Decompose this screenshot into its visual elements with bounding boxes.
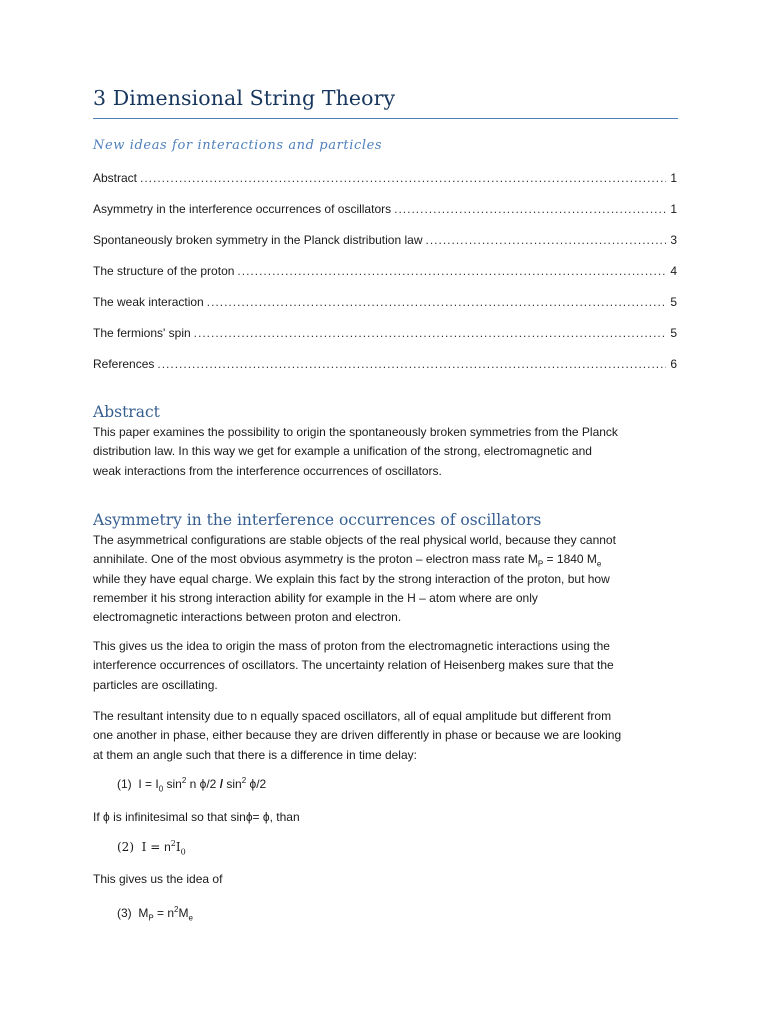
section-paragraph-1 — [93, 531, 683, 627]
toc-entry-abstract[interactable] — [93, 170, 677, 187]
document-title: 3 Dimensional String Theory — [93, 86, 396, 110]
toc-leader-dots — [237, 263, 666, 280]
toc-entry-label: Spontaneously broken symmetry in the Planck distribution law — [93, 233, 423, 247]
section-paragraph-2 — [93, 637, 683, 695]
paragraph-line: while they have equal charge. We explain this fact by the strong interaction of the proton, but how — [93, 571, 610, 586]
paragraph-line: interference occurrences of oscillators. The uncertainty relation of Heisenberg makes sure that the — [93, 658, 614, 673]
paragraph-line: The resultant intensity due to n equally spaced oscillators, all of equal amplitude but different from — [93, 709, 612, 723]
paragraph-line-mass-rate: annihilate. One of the most obvious asymmetry is the proton – electron mass rate $M_P = 1840$ $M_e$ — [93, 552, 602, 569]
toc-entry-label: Asymmetry in the interference occurrences of oscillators — [93, 202, 392, 216]
abstract-heading: Abstract — [93, 403, 160, 421]
equation-1: (1) $I = I_0$ $\sin^2 n$ $\phi/2 / \sin^2 \phi/2$ — [117, 776, 267, 794]
toc-entry-page: 1 — [670, 171, 677, 185]
toc-entry-references[interactable] — [93, 356, 677, 373]
toc-entry-planck[interactable] — [93, 232, 677, 249]
paragraph-line: This gives us the idea to origin the mass of proton from the electromagnetic interactions using the — [93, 639, 610, 653]
toc-entry-page: 6 — [670, 357, 677, 371]
toc-entry-page: 5 — [670, 295, 677, 309]
toc-entry-page: 4 — [670, 264, 677, 278]
toc-leader-dots — [194, 325, 667, 342]
toc-entry-spin[interactable] — [93, 325, 677, 342]
toc-leader-dots — [207, 294, 667, 311]
section-heading-asymmetry: Asymmetry in the interference occurrences of oscillators — [93, 511, 542, 529]
paragraph-line: one another in phase, either because they are driven differently in phase or because we are looking — [93, 728, 622, 743]
toc-leader-dots — [157, 356, 666, 373]
toc-entry-proton[interactable] — [93, 263, 677, 280]
toc-leader-dots — [394, 201, 666, 218]
toc-entry-label: The structure of the proton — [93, 264, 235, 278]
toc-entry-page: 1 — [670, 202, 677, 216]
abstract-paragraph — [93, 423, 683, 481]
toc-entry-page: 5 — [670, 326, 677, 340]
paragraph-line: electromagnetic interactions between proton and electron. — [93, 610, 402, 625]
paragraph-line: remember it his strong interaction ability for example in the H – atom where are only — [93, 590, 538, 605]
toc-entry-label: Abstract — [93, 171, 138, 185]
abstract-line: This paper examines the possibility to origin the spontaneously broken symmetries from the Planck — [93, 425, 618, 439]
paragraph-line: The asymmetrical configurations are stable objects of the real physical world, because they cannot — [93, 533, 616, 547]
title-underline-rule — [93, 118, 678, 119]
condition-sentence: If ϕ is infinitesimal so that sinϕ= ϕ, than — [93, 810, 300, 824]
toc-entry-weak[interactable] — [93, 294, 677, 311]
equation-2: (2) $I = n^2I_0$ — [117, 839, 186, 857]
toc-entry-label: The fermions' spin — [93, 326, 191, 340]
section-paragraph-3 — [93, 707, 683, 765]
toc-entry-page: 3 — [670, 233, 677, 247]
toc-entry-asymmetry[interactable] — [93, 201, 677, 218]
toc-leader-dots — [426, 232, 667, 249]
paragraph-line: at them an angle such that there is a difference in time delay: — [93, 747, 417, 762]
document-subtitle: New ideas for interactions and particles — [93, 138, 383, 153]
equation-3: (3) $M_P = n^2M_e$ — [117, 905, 193, 923]
toc-entry-label: The weak interaction — [93, 295, 204, 309]
toc-leader-dots — [140, 170, 666, 187]
paragraph-line: This gives us the idea of — [93, 872, 223, 886]
abstract-line: distribution law. In this way we get for example a unification of the strong, electromagnetic and — [93, 444, 592, 459]
toc-entry-label: References — [93, 357, 155, 371]
section-paragraph-4 — [93, 870, 683, 889]
abstract-line: weak interactions from the interference occurrences of oscillators. — [93, 463, 442, 478]
paragraph-line: particles are oscillating. — [93, 677, 218, 692]
